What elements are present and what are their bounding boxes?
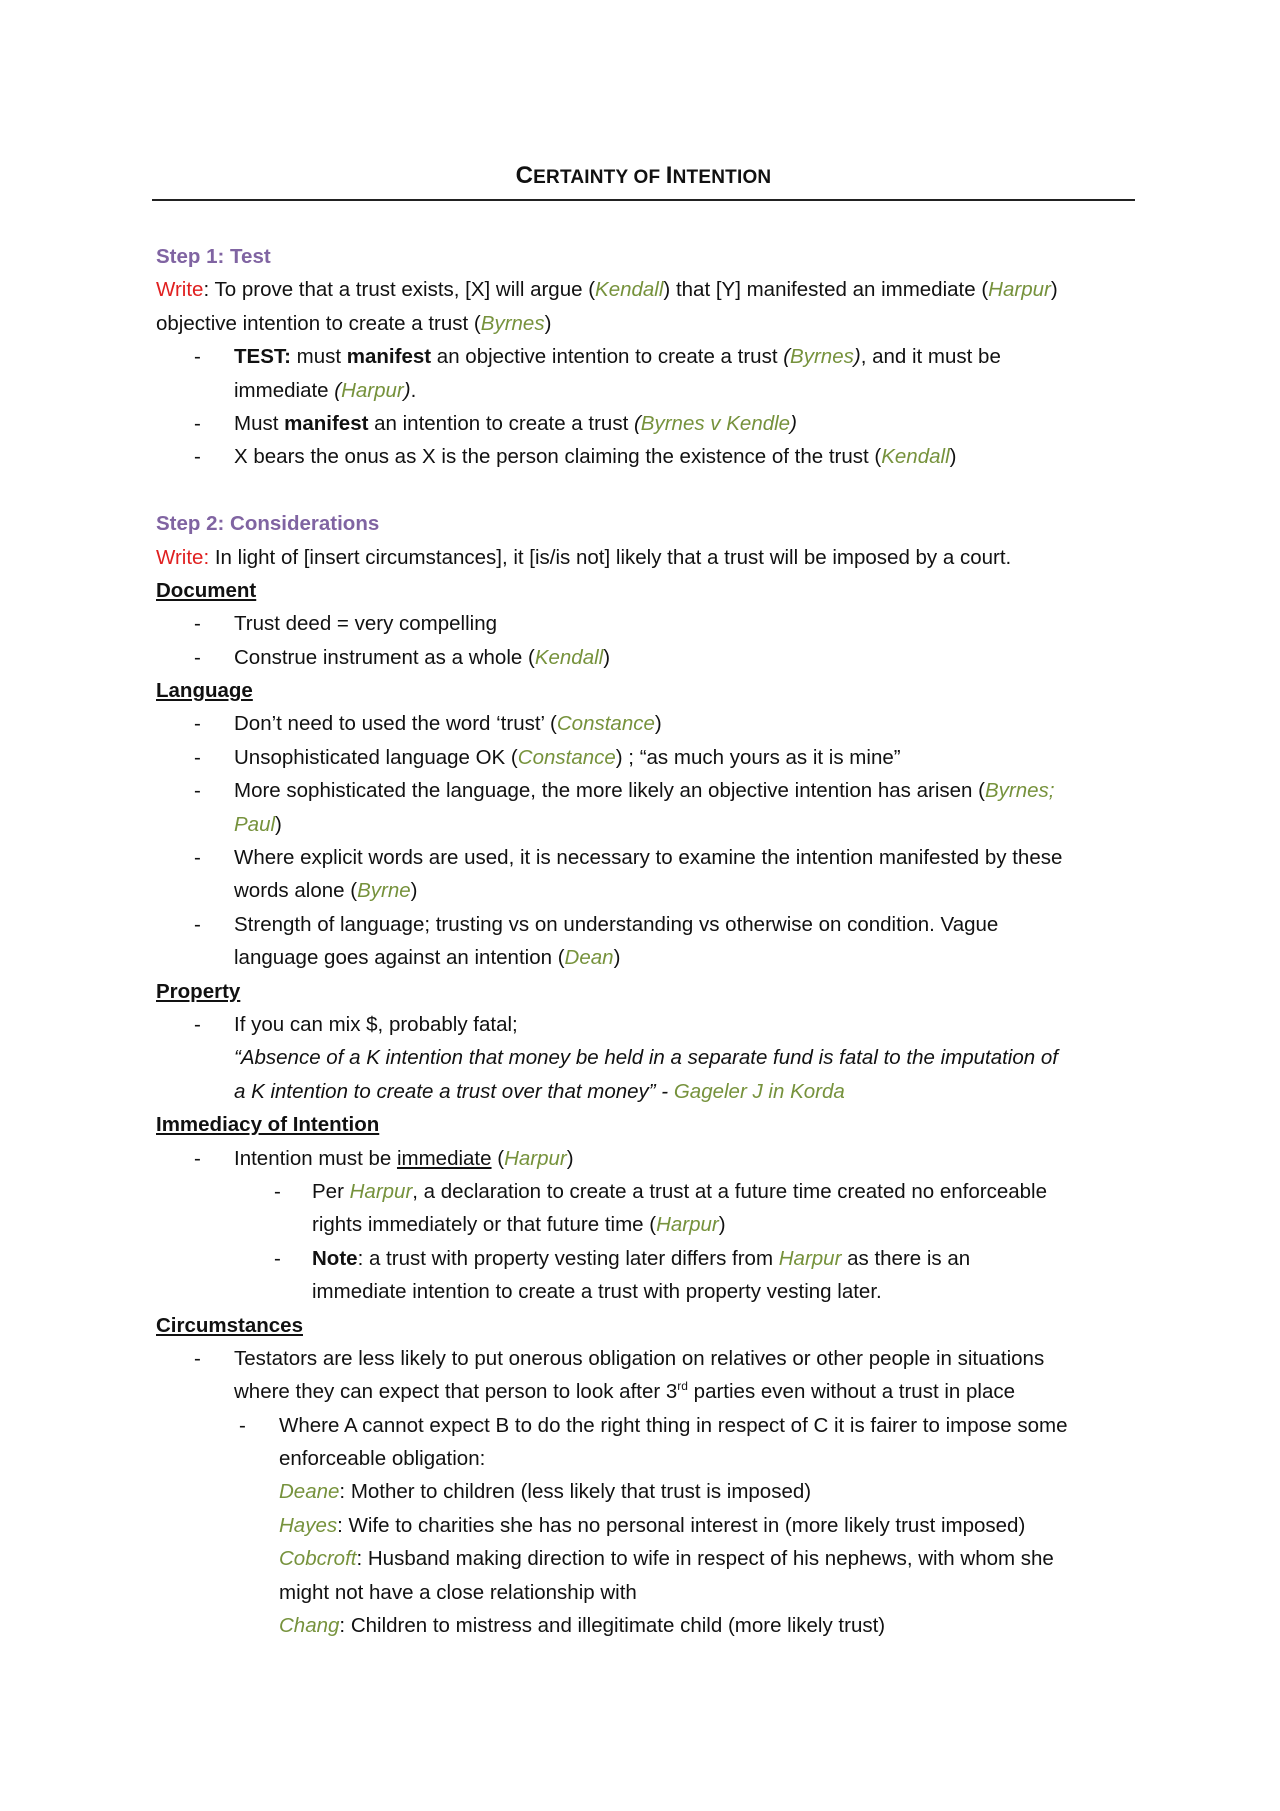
list-item: - Where explicit words are used, it is necessary to examine the intention manifested by these — [194, 846, 1063, 870]
case-example: Cobcroft: Husband making direction to wife in respect of his nephews, with whom she — [279, 1547, 1054, 1571]
title-part-1: ERTAINTY OF — [533, 167, 666, 188]
list-item: - TEST: must manifest an objective intention to create a trust (Byrnes), and it must be — [194, 345, 1001, 369]
write-label: Write: — [156, 545, 210, 569]
case-example: Hayes: Wife to charities she has no personal interest in (more likely trust imposed) — [279, 1513, 1026, 1537]
case-example: Deane: Mother to children (less likely that trust is imposed) — [279, 1480, 812, 1504]
list-item-continuation: words alone (Byrne) — [234, 879, 418, 903]
step-1-write-line-1: Write: To prove that a trust exists, [X] will argue (Kendall) that [Y] manifested an immediate (Harpur) — [156, 278, 1058, 302]
list-item: - Intention must be immediate (Harpur) — [194, 1146, 574, 1170]
case-example-continuation: might not have a close relationship with — [279, 1580, 637, 1604]
step-1-heading: Step 1: Test — [156, 245, 271, 268]
list-item: - Testators are less likely to put onerous obligation on relatives or other people in situations — [194, 1346, 1045, 1370]
list-item: - If you can mix $, probably fatal; — [194, 1012, 518, 1036]
title-part-2: NTENTION — [672, 167, 772, 188]
step-2-heading: Step 2: Considerations — [156, 512, 380, 536]
sub-list-item-continuation: enforceable obligation: — [279, 1447, 486, 1471]
sub-list-item-continuation: rights immediately or that future time (Harpur) — [312, 1213, 726, 1237]
section-heading-property: Property — [156, 979, 241, 1003]
step-2-write-line: Write: In light of [insert circumstances], it [is/is not] likely that a trust will be imposed by a court. — [156, 545, 1012, 569]
section-heading-circumstances: Circumstances — [156, 1313, 303, 1337]
sub-list-item: - Where A cannot expect B to do the right thing in respect of C it is fairer to impose some — [239, 1413, 1068, 1437]
sub-list-item: - Per Harpur, a declaration to create a trust at a future time created no enforceable — [274, 1179, 1048, 1203]
list-item: - Unsophisticated language OK (Constance) ; “as much yours as it is mine” — [194, 745, 901, 769]
list-item-continuation: Paul) — [234, 812, 282, 836]
list-item: - Construe instrument as a whole (Kendall) — [194, 645, 611, 669]
title-underline-rule — [152, 199, 1135, 201]
case-name: Harpur — [656, 1213, 719, 1237]
case-name: Kendall — [534, 645, 604, 669]
quote-line-2: a K intention to create a trust over that money” - Gageler J in Korda — [234, 1079, 845, 1103]
title-initial-c: C — [515, 162, 534, 189]
section-heading-immediacy: Immediacy of Intention — [156, 1113, 380, 1137]
list-item-continuation: language goes against an intention (Dean) — [234, 946, 621, 970]
case-name: Constance — [556, 712, 655, 736]
case-name: Harpur — [778, 1246, 842, 1270]
quote-attribution: Gageler J in Korda — [673, 1079, 845, 1103]
case-name: Hayes — [279, 1513, 338, 1537]
case-name: Harpur — [349, 1179, 413, 1203]
quote-line-1: “Absence of a K intention that money be held in a separate fund is fatal to the imputation of — [234, 1046, 1058, 1070]
case-name: Chang — [279, 1614, 340, 1638]
case-name: Byrnes — [790, 345, 854, 369]
list-item: - X bears the onus as X is the person claiming the existence of the trust (Kendall) — [194, 445, 957, 469]
list-item: - Must manifest an intention to create a trust (Byrnes v Kendle) — [194, 411, 797, 435]
section-heading-language: Language — [156, 679, 253, 703]
case-example: Chang: Children to mistress and illegitimate child (more likely trust) — [279, 1614, 886, 1638]
case-name: Byrnes v Kendle — [640, 411, 791, 435]
step-1-write-line-2: objective intention to create a trust (Byrnes) — [156, 311, 552, 335]
case-name: Kendall — [595, 278, 664, 302]
section-heading-document: Document — [156, 578, 257, 602]
case-name: Byrnes; — [984, 779, 1055, 803]
list-item: - Trust deed = very compelling — [194, 612, 498, 636]
case-name: Byrnes — [480, 311, 545, 335]
case-name: Deane — [279, 1480, 340, 1504]
write-label: Write — [156, 278, 204, 302]
list-item-continuation: immediate (Harpur). — [234, 378, 417, 402]
case-name: Constance — [517, 745, 616, 769]
list-item: - Strength of language; trusting vs on understanding vs otherwise on condition. Vague — [194, 912, 999, 936]
sub-list-item: - Note: a trust with property vesting later differs from Harpur as there is an — [274, 1246, 971, 1270]
case-name: Kendall — [881, 445, 950, 469]
page-title — [152, 162, 1135, 190]
case-name: Harpur — [341, 378, 404, 402]
list-item-continuation: where they can expect that person to look after 3rd parties even without a trust in place — [234, 1379, 1016, 1404]
case-name: Dean — [564, 946, 614, 970]
list-item: - Don’t need to used the word ‘trust’ (Constance) — [194, 712, 662, 736]
case-name: Byrne — [357, 879, 411, 903]
sub-list-item-continuation: immediate intention to create a trust with property vesting later. — [312, 1280, 882, 1304]
list-item: - More sophisticated the language, the more likely an objective intention has arisen (Byrnes; — [194, 779, 1055, 803]
document-body — [156, 240, 1136, 1642]
title-initial-i: I — [665, 162, 673, 189]
case-name: Cobcroft — [279, 1547, 357, 1571]
case-name: Harpur — [988, 278, 1051, 302]
case-name: Harpur — [504, 1146, 567, 1170]
case-name: Paul — [234, 812, 276, 836]
